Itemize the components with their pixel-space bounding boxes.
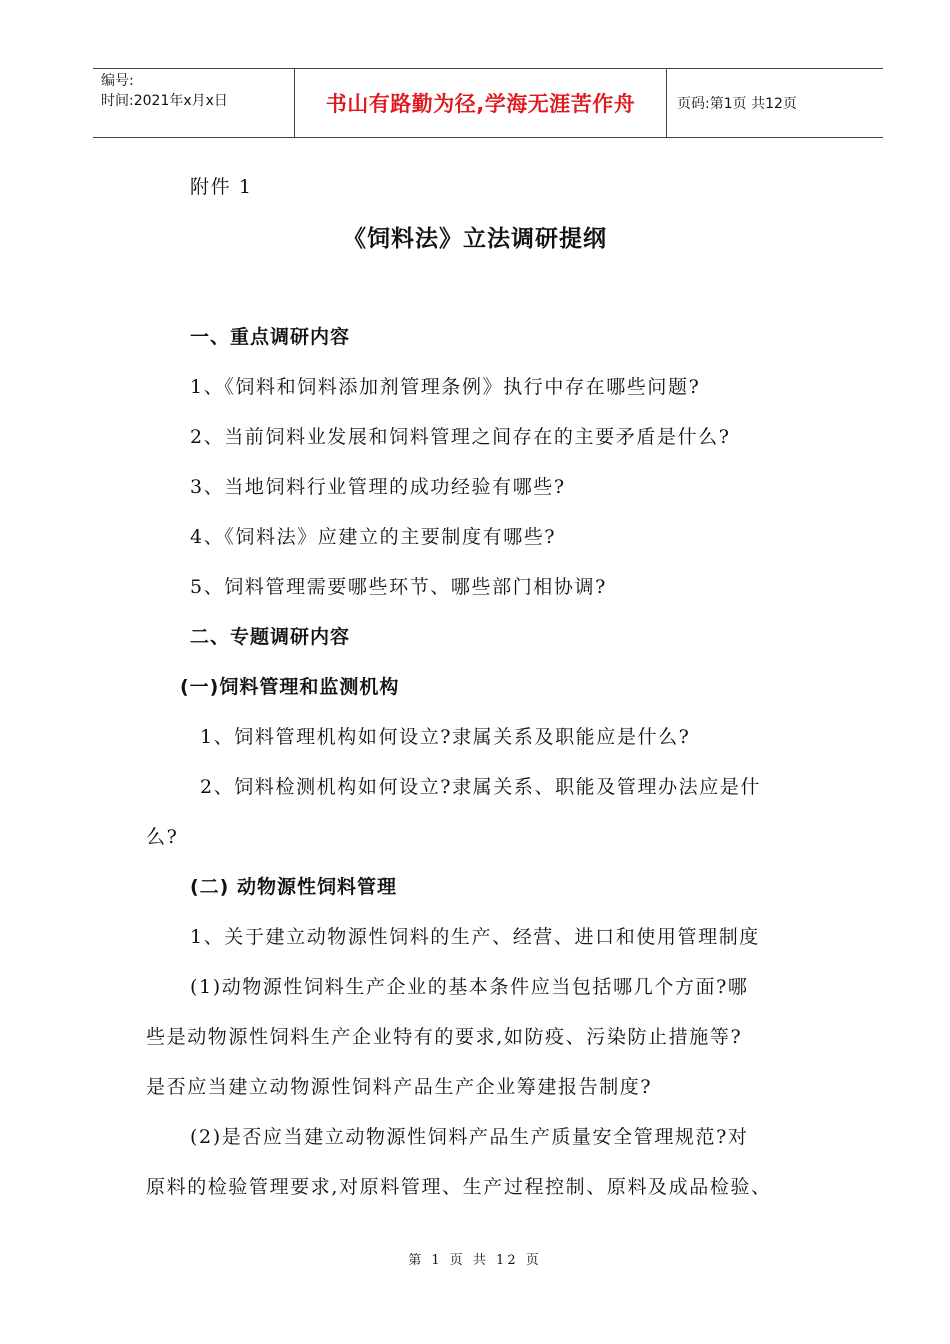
subsection-heading-1: (一)饲料管理和监测机构 [180,676,400,698]
list-item: 1、《饲料和饲料添加剂管理条例》执行中存在哪些问题? [190,376,701,398]
list-item: 2、当前饲料业发展和饲料管理之间存在的主要矛盾是什么? [190,426,731,448]
number-label: 编号: [101,73,134,89]
subsection-heading-2: (二) 动物源性饲料管理 [190,876,397,898]
page-info: 页码:第1页 共12页 [677,96,797,112]
header-page-cell [667,69,883,137]
list-item: 4、《饲料法》应建立的主要制度有哪些? [190,526,557,548]
paragraph-line: 是否应当建立动物源性饲料产品生产企业筹建报告制度? [146,1076,653,1098]
list-item-continuation: 么? [146,826,179,848]
header-motto-cell [295,69,667,137]
paragraph-line: (1)动物源性饲料生产企业的基本条件应当包括哪几个方面?哪 [190,976,749,998]
section-heading-2: 二、专题调研内容 [190,626,351,648]
attachment-label: 附件 1 [190,176,253,198]
page-footer: 第 1 页 共 12 页 [408,1253,542,1268]
motto-text: 书山有路勤为径,学海无涯苦作舟 [325,92,636,116]
header-meta-cell [93,69,295,137]
document-header [93,68,883,138]
list-item: 1、饲料管理机构如何设立?隶属关系及职能应是什么? [200,726,691,748]
list-item: 3、当地饲料行业管理的成功经验有哪些? [190,476,566,498]
paragraph-line: (2)是否应当建立动物源性饲料产品生产质量安全管理规范?对 [190,1126,749,1148]
paragraph-line: 些是动物源性饲料生产企业特有的要求,如防疫、污染防止措施等? [146,1026,743,1048]
section-heading-1: 一、重点调研内容 [190,326,351,348]
list-item: 5、饲料管理需要哪些环节、哪些部门相协调? [190,576,607,598]
paragraph-line: 1、关于建立动物源性饲料的生产、经营、进口和使用管理制度 [190,926,760,948]
list-item: 2、饲料检测机构如何设立?隶属关系、职能及管理办法应是什 [200,776,762,798]
document-title: 《饲料法》立法调研提纲 [343,226,607,252]
paragraph-line: 原料的检验管理要求,对原料管理、生产过程控制、原料及成品检验、 [146,1176,772,1198]
time-label: 时间:2021年x月x日 [101,93,228,109]
